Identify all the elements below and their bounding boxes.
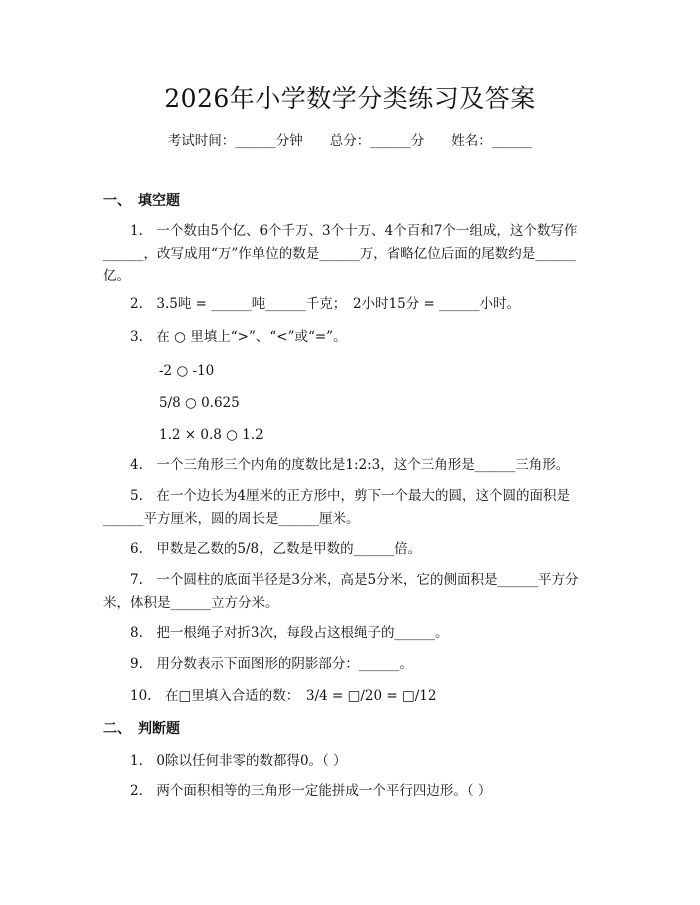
judge-question-1: 1. 0除以任何非零的数都得0。（ ） [130, 753, 347, 769]
question-10: 10. 在□里填入合适的数： 3/4 = □/20 = □/12 [130, 688, 437, 704]
section-heading-fill-in: 一、 填空题 [103, 193, 180, 209]
question-1: 1. 一个数由5个亿、6个千万、3个十万、4个百和7个一组成，这个数写作______，改写成用“万”作单位的数是______万，省略亿位后面的尾数约是______亿。 [103, 223, 578, 284]
exam-info-line: 考试时间：______分钟 总分：______分 姓名：______ [167, 133, 533, 149]
question-3-item-a: -2 ○ -10 [159, 363, 215, 379]
page-title: 2026年小学数学分类练习及答案 [164, 84, 536, 113]
question-3-item-b: 5/8 ○ 0.625 [159, 395, 240, 411]
section-heading-true-false: 二、 判断题 [103, 721, 180, 737]
question-7: 7. 一个圆柱的底面半径是3分米，高是5分米，它的侧面积是______平方分米，体积是______立方分米。 [103, 572, 579, 611]
question-5: 5. 在一个边长为4厘米的正方形中，剪下一个最大的圆，这个圆的面积是______平方厘米，圆的周长是______厘米。 [103, 488, 570, 527]
question-8: 8. 把一根绳子对折3次，每段占这根绳子的______。 [130, 625, 449, 641]
question-9: 9. 用分数表示下面图形的阴影部分：______。 [130, 656, 413, 672]
question-3-item-c: 1.2 × 0.8 ○ 1.2 [159, 427, 264, 443]
question-4: 4. 一个三角形三个内角的度数比是1:2:3，这个三角形是______三角形。 [130, 457, 570, 473]
question-6: 6. 甲数是乙数的5/8，乙数是甲数的______倍。 [130, 541, 422, 557]
question-3: 3. 在 ○ 里填上“>”、“<”或“=”。 [130, 329, 347, 345]
judge-question-2: 2. 两个面积相等的三角形一定能拼成一个平行四边形。（ ） [130, 783, 492, 799]
question-2: 2. 3.5吨 = ______吨______千克； 2小时15分 = ______小时。 [130, 296, 521, 312]
